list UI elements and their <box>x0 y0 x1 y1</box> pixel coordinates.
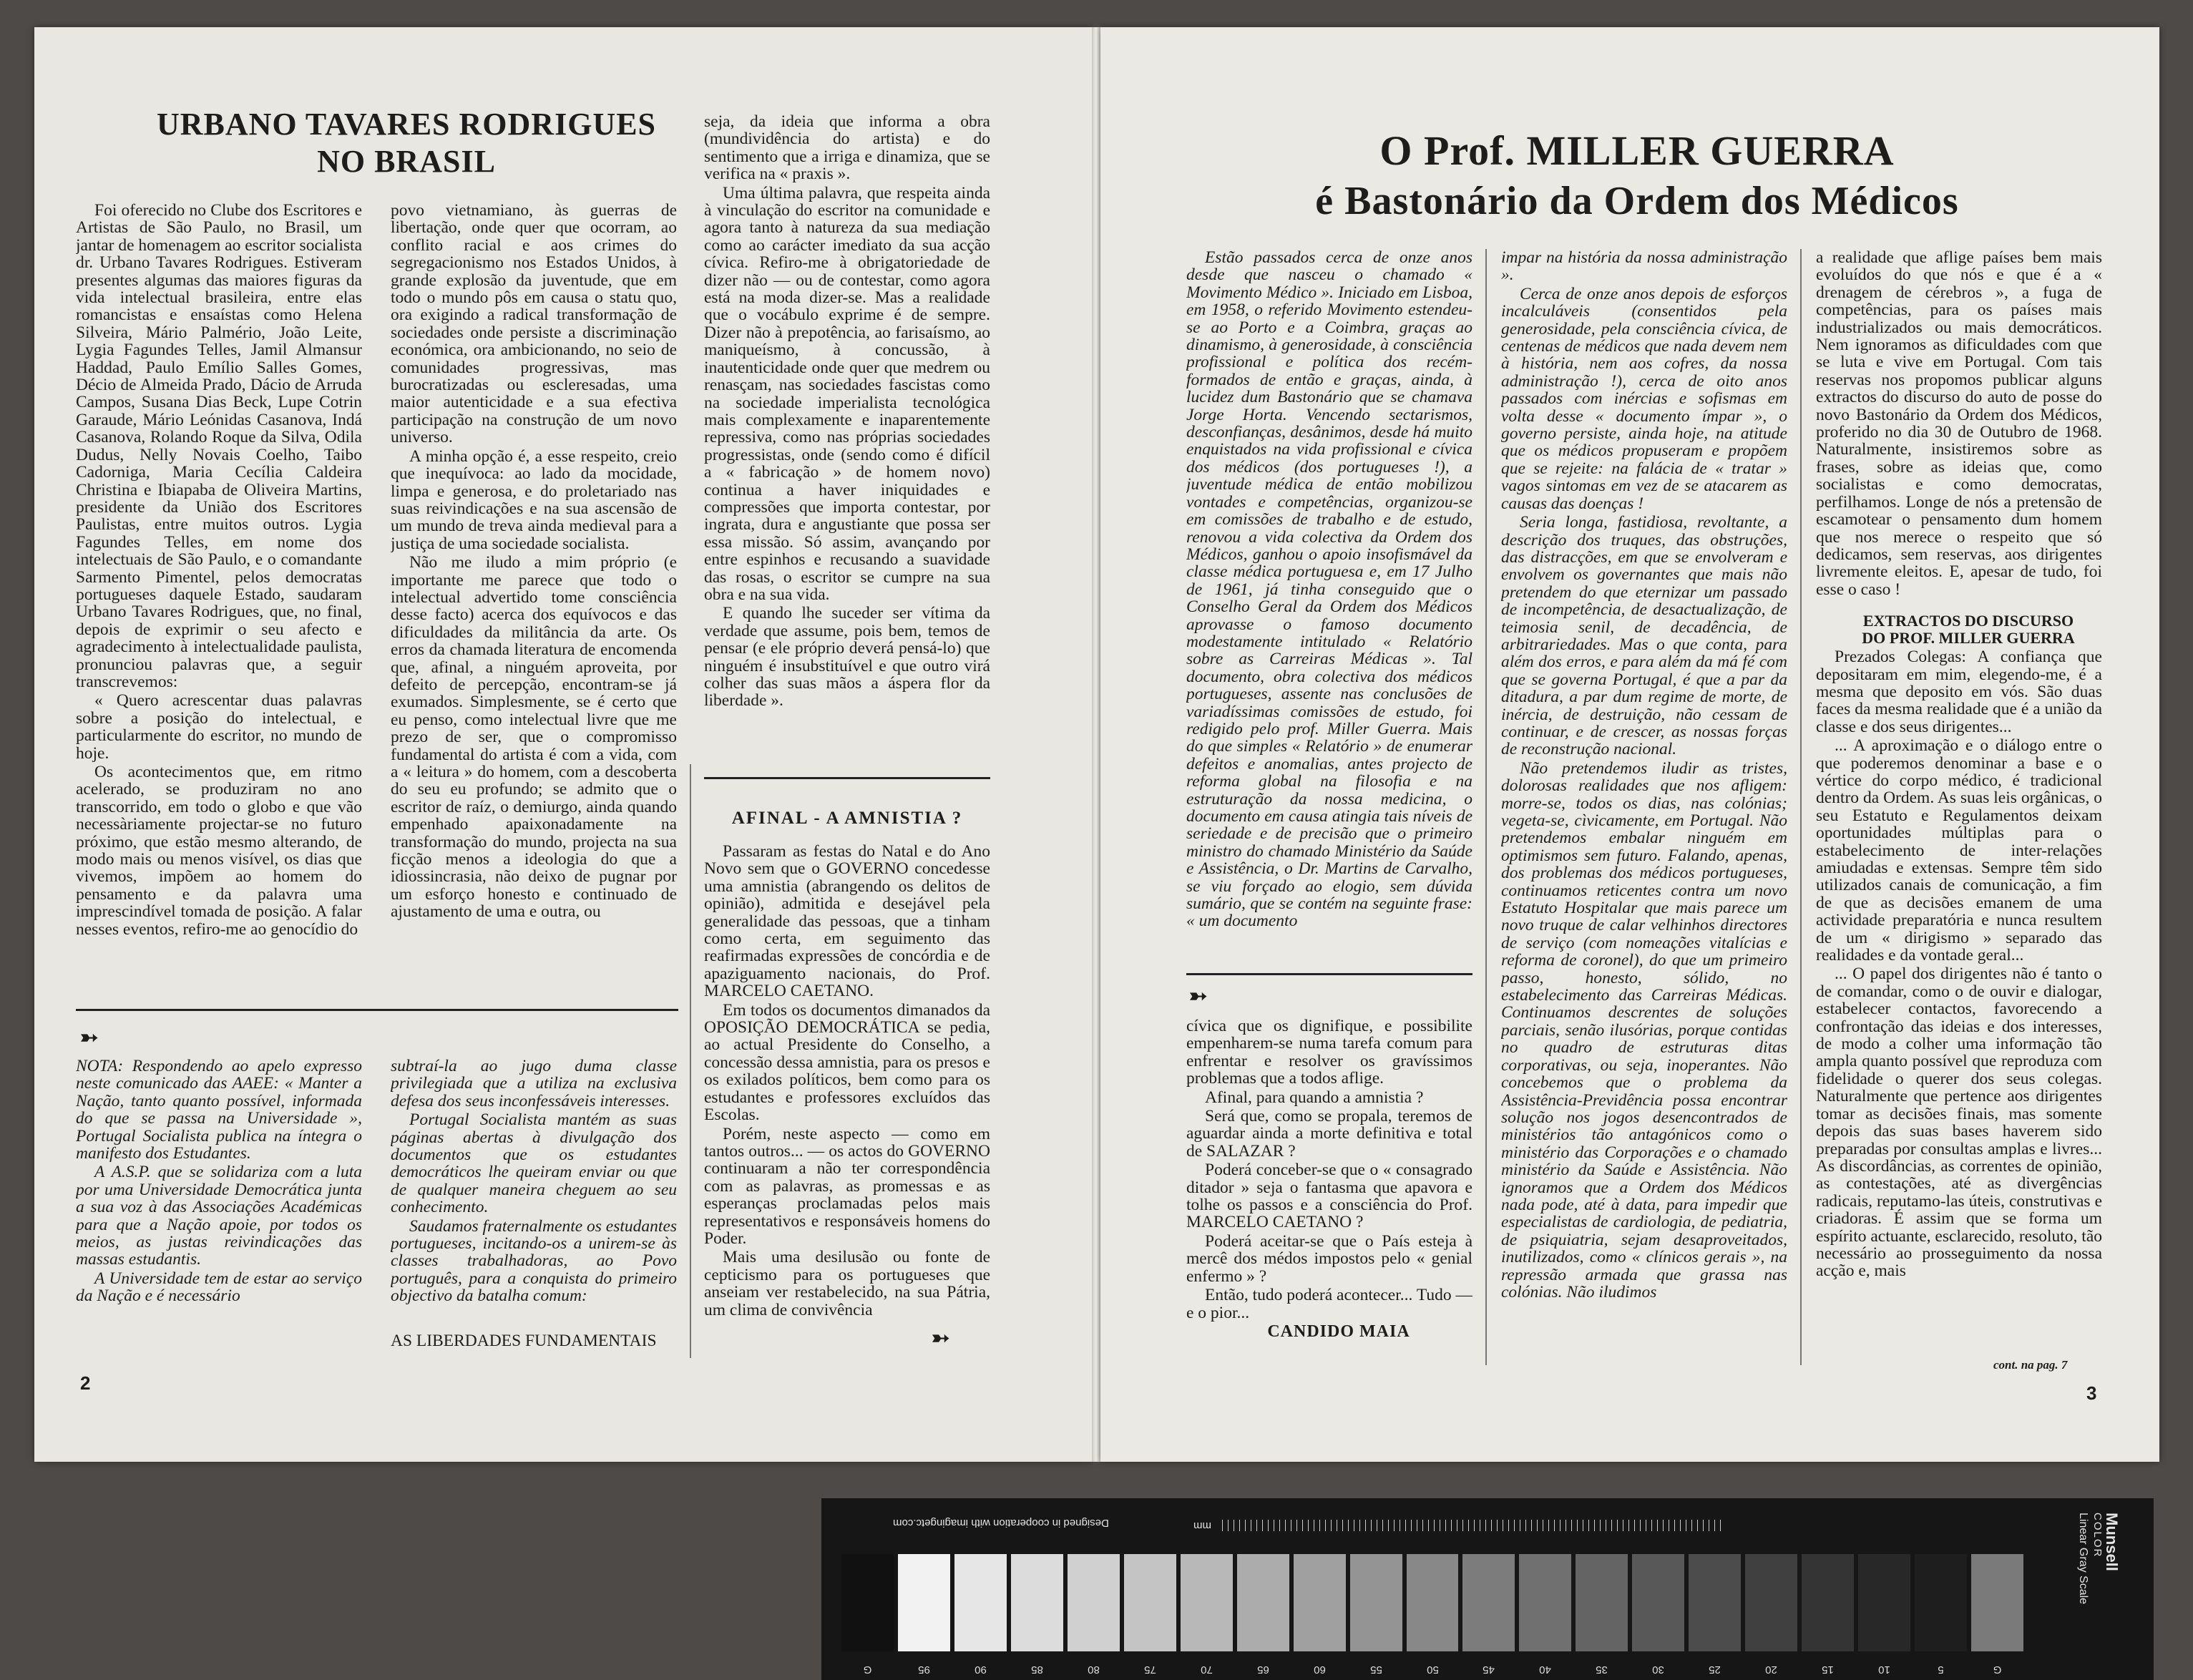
gray-patch-label: 25 <box>1709 1664 1721 1676</box>
paragraph: Mais uma desilusão ou fonte de cepticismo para os portugueses que anseiam ver restabelecido, na sua Pátria, um clima de convivência <box>704 1248 990 1319</box>
gray-patch <box>1407 1554 1459 1676</box>
gray-patch-label: 20 <box>1765 1664 1778 1676</box>
gray-patch-label: G <box>1993 1664 2002 1676</box>
gray-patch <box>1519 1554 1571 1676</box>
scale-credit: Designed in cooperation with imagingetc.com <box>893 1517 1109 1529</box>
nota-column-2 <box>391 1058 677 1329</box>
column-divider <box>1800 249 1802 1365</box>
urbano-column-2 <box>391 202 677 1007</box>
paragraph: Poderá aceitar-se que o País esteja à mercê dos médos impostos pelo « genial enfermo » ? <box>1186 1231 1472 1286</box>
paragraph: NOTA: Respondendo ao apelo expresso neste comunicado das AAEE: « Manter a Nação, tanto quanto possível, informada do que se passa na Universidade », Portugal Socialista publica na íntegra o manifesto dos Estudantes. <box>76 1058 362 1163</box>
spine <box>1092 27 1100 1462</box>
brand-sub: COLOR <box>2091 1513 2104 1558</box>
paragraph: A minha opção é, a esse respeito, creio que inequívoca: ao lado da mocidade, limpa e generosa, e do proletariado nas suas reivindicações e na sua ascensão de um mundo de treva ainda medieval para a justiça de uma sociedade socialista. <box>391 446 677 553</box>
continue-arrow-icon: ➳ <box>932 1327 950 1350</box>
gray-patch <box>1802 1554 1854 1676</box>
gray-patch-label: 15 <box>1822 1664 1835 1676</box>
title-line-1: O Prof. MILLER GUERRA <box>1379 127 1895 174</box>
gray-patch-label: 70 <box>1200 1664 1213 1676</box>
gray-patch-label: 35 <box>1596 1664 1608 1676</box>
scale-name: Linear Gray Scale <box>2077 1513 2089 1605</box>
gray-patch <box>1294 1554 1346 1676</box>
nota-rule <box>76 1009 678 1011</box>
gray-patch <box>1745 1554 1797 1676</box>
paragraph: Prezados Colegas: A confiança que depositaram em mim, elegendo-me, é a mesma que deposito em vós. São duas faces da mesma realidade que é a união da classe e dos seus dirigentes... <box>1816 648 2102 736</box>
gray-patch-label: 55 <box>1369 1664 1382 1676</box>
miller-column-2 <box>1501 249 1787 1365</box>
gray-patch <box>1462 1554 1515 1676</box>
column-divider <box>690 764 691 1358</box>
paragraph: E quando lhe suceder ser vítima da verdade que assume, pois bem, temos de pensar (e ele próprio deverá pensá-lo) que ninguém é insubstituível e que outro virá colher das suas mãos a áspera flor da liberdade ». <box>704 604 990 710</box>
urbano-column-1 <box>76 202 362 1007</box>
gray-patch <box>898 1554 950 1676</box>
gray-patch <box>1858 1554 1910 1676</box>
continued-note: cont. na pag. 7 <box>1993 1358 2068 1372</box>
gray-patch-label: 65 <box>1256 1664 1269 1676</box>
nota-column-1 <box>76 1058 362 1365</box>
gray-patch-label: 90 <box>975 1664 987 1676</box>
nota-arrow-icon: ➳ <box>80 1026 99 1050</box>
miller-column-1 <box>1186 249 1472 964</box>
paragraph: Os acontecimentos que, em ritmo acelerado, se produziram no ano transcorrido, em todo o globo e que vão necessàriamente projectar-se no futuro próximo, que estão mesmo alterando, de modo mais ou menos visível, os dias que vivemos, impõem ao homem do pensamento e da palavra uma imprescindível tomada de posição. A falar nesses eventos, refiro-me ao genocídio do <box>76 763 362 939</box>
gray-patch <box>1689 1554 1741 1676</box>
gray-patch-label: 85 <box>1031 1664 1043 1676</box>
column-divider <box>1485 249 1487 1365</box>
amnistia-column <box>704 843 990 1329</box>
gray-patch <box>1971 1554 2023 1676</box>
gray-patch-label: G <box>863 1664 872 1676</box>
paragraph: subtraí-la ao jugo duma classe privilegiada que a utiliza na exclusiva defesa dos seus inconfessáveis interesses. <box>391 1058 677 1110</box>
gray-patch <box>841 1554 894 1676</box>
left-article-title <box>113 106 700 180</box>
gray-patches <box>841 1554 2023 1676</box>
munsell-brand <box>2077 1513 2131 1656</box>
liberdades-fundamentais: AS LIBERDADES FUNDAMENTAIS <box>391 1332 657 1350</box>
paragraph: a realidade que aflige países bem mais evoluídos do que nós e que é a « drenagem de cérebros », a fuga de competências, para os países mais industrializados ou mais democráticos. Nem ignoramos as dificuldades com que se luta e vive em Portugal. Com tais reservas nos propomos publicar alguns extractos do discurso do auto de posse do novo Bastonário da Ordem dos Médicos, proferido no dia 30 de Outubro de 1968. Naturalmente, insistiremos sobre as frases, sobre as ideias que, como socialistas e como democratas, perfilhamos. Longe de nós a pretensão de escamotear o pensamento dum homem que nos merece o respeito que só dedicamos, sem reservas, aos dirigentes livremente eleitos. E, apesar de tudo, foi esse o caso ! <box>1816 249 2102 599</box>
right-article-title <box>1158 126 2116 226</box>
right-page <box>1100 27 2159 1462</box>
left-page <box>34 27 1092 1462</box>
gray-patch <box>1068 1554 1120 1676</box>
title-line-1: URBANO TAVARES RODRIGUES <box>156 107 657 142</box>
paragraph: Em todos os documentos dimanados da OPOSIÇÃO DEMOCRÁTICA se pedia, ao actual Presidente do Conselho, a concessão dessa amnistia, para os presos e os exilados políticos, bem como para os estudantes e professores excluídos das Escolas. <box>704 1000 990 1125</box>
gray-patch <box>1350 1554 1402 1676</box>
paragraph: Uma última palavra, que respeita ainda à vinculação do escritor na comunidade e agora tanto à natureza da sua mediação como ao carácter imediato da sua acção cívica. Refiro-me à obrigatoriedade de dizer não — ou de contestar, como agora está na moda dizer-se. Mas a realidade que o vocábulo exprime é de sempre. Dizer não à prepotência, ao farisaísmo, ao maniqueísmo, à concussão, à inautenticidade onde quer que medrem ou renasçam, nas sociedades fascistas como na sociedade imperialista tecnológica mais complexamente e inaparentemente repressiva, como nas próprias sociedades progressistas, onde (sendo como é difícil a « fabricação » de homem novo) continua a haver iniquidades e compressões que importa contestar, por ingrata, dura e angustiante que possa ser essa missão. Só assim, avançando por entre espinhos e recusando a suavidade das rosas, o escritor se cumpre na sua obra e na sua vida. <box>704 183 990 604</box>
author-signature: CANDIDO MAIA <box>1267 1322 1410 1341</box>
gray-patch <box>1237 1554 1289 1676</box>
paragraph: A A.S.P. que se solidariza com a luta por uma Universidade Democrática junta a sua voz à das Associações Académicas para que a Nação apoie, por todos os meios, as justas reivindicações das massas estudantis. <box>76 1163 362 1269</box>
gray-patch-label: 95 <box>918 1664 930 1676</box>
title-line-2: NO BRASIL <box>317 144 496 179</box>
paragraph: cívica que os dignifique, e possibilite empenharem-se numa tarefa comum para enfrentar e resolver os gravíssimos problemas que a todos aflige. <box>1186 1017 1472 1088</box>
paragraph: « Quero acrescentar duas palavras sobre a posição do intelectual, e particularmente do escritor, no mundo de hoje. <box>76 691 362 763</box>
gray-patch <box>1181 1554 1233 1676</box>
paragraph: Não me iludo a mim próprio (e importante me parece que todo o intelectual advertido tome consciência desse facto) acerca dos equívocos e das dificuldades da militância da arte. Os erros da chamada literatura de encomenda que, afinal, a ninguém aproveita, por defeito de percepção, encontram-se já exumados. Simplesmente, se é certo que eu penso, como intelectual livre que me prezo de ser, que o compromisso fundamental do artista é com a vida, com a « leitura » do homem, com a descoberta do seu eu profundo; se admito que o escritor de raíz, o demiurgo, ainda quando empenhado apaixonadamente na transformação do mundo, projecta na sua ficção menos a ideologia do que a idiossincrasia, não deixo de pugnar por um esforço honesto e continuado de ajustamento de uma e outra, ou <box>391 553 677 922</box>
gray-patch-label: 60 <box>1313 1664 1326 1676</box>
gray-patch-label: 30 <box>1652 1664 1665 1676</box>
paragraph: Porém, neste aspecto — como em tantos outros... — os actos do GOVERNO continuaram a não ter correspondência com as palavras, as promessas e as esperanças proclamadas pelos mais representativos e responsáveis homens do Poder. <box>704 1124 990 1248</box>
paragraph: Portugal Socialista mantém as suas páginas abertas à divulgação dos documentos que os estudantes democráticos lhe queiram enviar ou que de qualquer maneira cheguem ao seu conhecimento. <box>391 1110 677 1217</box>
cont-arrow-icon: ➳ <box>1189 985 1208 1008</box>
paragraph: A Universidade tem de estar ao serviço da Nação e é necessário <box>76 1269 362 1306</box>
miller-column-3 <box>1816 249 2102 1365</box>
paragraph: Saudamos fraternalmente os estudantes portugueses, incitando-os a unirem-se às classes trabalhadoras, ao Povo português, para a conquista do primeiro objectivo da batalha comum: <box>391 1216 677 1306</box>
gray-patch <box>1576 1554 1628 1676</box>
scale-unit: mm <box>1193 1520 1211 1532</box>
gray-scale-card <box>821 1498 2154 1680</box>
scale-ruler <box>1222 1520 1723 1531</box>
paragraph: Então, tudo poderá acontecer... Tudo — e o pior... <box>1186 1286 1472 1322</box>
gray-patch-label: 40 <box>1539 1664 1552 1676</box>
paragraph: Cerca de onze anos depois de esforços incalculáveis (consentidos pela generosidade, pela consciência cívica, de centenas de médicos que nada devem nem à história, nem aos cofres, da nossa administração !), cerca de oito anos passados com inércias e sofismas em volta desse « documento ímpar », o governo persiste, ainda hoje, na atitude que os médicos propuseram e propõem que se rejeite: na falácia de « tratar » vagos sintomas em vez de se atacarem as causas das doenças ! <box>1501 284 1787 513</box>
gray-patch-label: 10 <box>1878 1664 1890 1676</box>
amnistia-rule <box>704 777 990 779</box>
paragraph: Não pretendemos iludir as tristes, dolorosas realidades que nos afligem: morre-se, todos os dias, nas colónias; vegeta-se, cìvicamente, em Portugal. Não pretendemos embalar ninguém em optimismos sem futuro. Falando, apenas, dos problemas dos médicos portugueses, continuamos reticentes contra um novo Estatuto Hospitalar que mais parece um novo truque de calar velhinhos directores de serviço (com nomeações vitalícias e reforma de coronel), do que um primeiro passo, honesto, sólido, no estabelecimento das Carreiras Médicas. Continuamos descrentes de soluções parciais, senão ilusórias, porque contidas no quadro de estruturas ditas corporativas, ou seja, inoperantes. Não concebemos que o problema da Assistência-Previdência possa encontrar solução nos jogos desencontrados de ministérios tão antagónicos como o ministério das Corporações e o chamado ministério da Saúde e Assistência. Não ignoramos que a Ordem dos Médicos nada pode, até à data, para impedir que especialistas de cardiologia, de pediatria, de psiquiatria, sejam desaproveitados, inutilizados, como « clínicos gerais », na repressão armada que grassa nas colónias. Não iludimos <box>1501 758 1787 1301</box>
extract-heading-2: DO PROF. MILLER GUERRA <box>1862 629 2075 648</box>
gray-patch <box>1632 1554 1684 1676</box>
amnistia-cont-rule <box>1186 973 1472 975</box>
gray-patch <box>954 1554 1007 1676</box>
gray-patch-label: 75 <box>1143 1664 1156 1676</box>
amnistia-continuation <box>1186 1017 1472 1364</box>
paragraph: ... O papel dos dirigentes não é tanto o de comandar, como o de ouvir e dialogar, estabelecer contactos, favorecendo a confrontação das ideias e dos interesses, de modo a colher uma informação tão ampla quanto possível que reproduza com fidelidade o querer dos seus colegas. Naturalmente que pertence aos dirigentes tomar as decisões finais, mas somente depois das suas bases haverem sido preparadas por consultas amplas e livres... As discordâncias, as correntes de opinião, as contestações, até as divergências radicais, reputamo-las úteis, construtivas e criadoras. É assim que se forma um espírito actuante, esclarecido, resoluto, tão necessário ao prosseguimento da nossa acção e, mais <box>1816 964 2102 1281</box>
paragraph: Foi oferecido no Clube dos Escritores e Artistas de São Paulo, no Brasil, um jantar de homenagem ao escritor socialista dr. Urbano Tavares Rodrigues. Estiveram presentes algumas das maiores figuras da vida intelectual brasileira, entre elas romancistas e ensaístas como Helena Silveira, Mário Palmério, João Leite, Lygia Fagundes Telles, Jamil Almansur Haddad, Paulo Emílio Salles Gomes, Décio de Almeida Prado, Dácio de Arruda Campos, Susana Dias Beck, Lupe Cotrin Garaude, Mário Leónidas Casanova, Indá Casanova, Rolando Roque da Silva, Odila Dudus, Nelly Novais Coelho, Taibo Cadorniga, Maria Cecília Caldeira Christina e Ibiapaba de Oliveira Martins, presidente da União dos Escritores Paulistas, entre muitos outros. Lygia Fagundes Telles, em nome dos intelectuais de São Paulo, e o comandante Sarmento Pimentel, pelos democratas portugueses daquele Estado, saudaram Urbano Tavares Rodrigues, que, no final, depois de exprimir o seu afecto e agradecimento à intelectualidade paulista, pronunciou palavras que, a seguir transcrevemos: <box>76 202 362 691</box>
gray-patch <box>1915 1554 1967 1676</box>
extract-heading-1: EXTRACTOS DO DISCURSO <box>1862 612 2074 630</box>
paragraph: povo vietnamiano, às guerras de libertação, onde quer que ocorram, ao conflito racial e aos crimes do segregacionismo nos Estados Unidos, à grande explosão da juventude, que em todo o mundo pôs em causa o statu quo, ora exigindo a radical transformação de sociedades onde persiste a discriminação económica, ora ambicionando, no seio de comunidades progressivas, mas burocratizadas ou escleresadas, uma maior autenticidade e a sua efectiva participação na construção de um novo universo. <box>391 202 677 447</box>
amnistia-heading: AFINAL - A AMNISTIA ? <box>731 809 963 828</box>
gray-patch <box>1011 1554 1063 1676</box>
paragraph: Estão passados cerca de onze anos desde que nasceu o chamado « Movimento Médico ». Iniciado em Lisboa, em 1958, o referido Movimento estendeu-se ao Porto e a Coimbra, graças ao dinamismo, à generosidade, à consciência profissional e política dos recém-formados de então e graças, ainda, à lucidez dum Bastonário que se chamava Jorge Horta. Vencendo sectarismos, desconfianças, desânimos, desde há muito enquistados na vida profissional e cívica dos médicos (dos portugueses !), a juventude médica de então mobilizou vontades e competências, organizou-se em comissões de trabalho e de estudo, renovou a vida colectiva da Ordem dos Médicos, ganhou o apoio insofismável da classe médica portuguesa e, em 17 Julho de 1961, já tinha conseguido que o Conselho Geral da Ordem dos Médicos aprovasse o famoso documento modestamente intitulado « Relatório sobre as Carreiras Médicas ». Tal documento, obra colectiva dos médicos portugueses, assente nas conclusões de variadíssimas comissões de estudo, foi redigido pelo prof. Miller Guerra. Mais do que simples « Relatório » de enumerar defeitos e anomalias, antes projecto de reforma global na filosofia e na estruturação da nossa medicina, o documento em causa atingia tais níveis de seriedade e de precisão que o primeiro ministro do chamado Ministério da Saúde e Assistência, o Dr. Martins de Carvalho, se viu forçado ao elogio, sem dúvida sumário, que se contém na seguinte frase: « um documento <box>1186 249 1472 931</box>
page-number-left: 2 <box>80 1372 91 1394</box>
urbano-column-3 <box>704 113 990 764</box>
paragraph: Afinal, para quando a amnistia ? <box>1205 1088 1424 1107</box>
gray-patch-label: 80 <box>1087 1664 1100 1676</box>
gray-patch-label: 50 <box>1426 1664 1439 1676</box>
gray-patch-label: 45 <box>1483 1664 1495 1676</box>
gray-patch-label: 5 <box>1938 1664 1944 1676</box>
paragraph: seja, da ideia que informa a obra (mundividência do artista) e do sentimento que a irriga e dinamiza, que se verifica na « praxis ». <box>704 113 990 184</box>
paragraph: Seria longa, fastidiosa, revoltante, a descrição dos truques, das obstruções, das distracções, em que se envolveram e envolvem os governantes que mais não pretendem do que eternizar um passado de incompetência, de desactualização, de teimosia senil, de decadência, de arbitrariedades. Mas o que conta, para além dos erros, e para além da má fé com que se governa Portugal, é que a par da ditadura, a par dum regime de morte, de inércia, de destruição, não cessam de continuar, e de crescer, as nossas forças de reconstrução nacional. <box>1501 513 1787 759</box>
paragraph: ... A aproximação e o diálogo entre o que poderemos denominar a base e o vértice do corpo médico, é tradicional dentro da Ordem. As suas leis orgânicas, o seu Estatuto e Regulamentos deixam oportunidades múltiplas para o estabelecimento de inter-relações amiudadas e extensas. Sempre têm sido utilizados canais de comunicação, a fim de que as decisões emanem de uma actividade preparatória e nunca resultem de um « dirigismo » separado das realidades e da vontade geral... <box>1816 736 2102 965</box>
paragraph: Poderá conceber-se que o « consagrado ditador » seja o fantasma que apavora e tolhe os passos e a consciência do Prof. MARCELO CAETANO ? <box>1186 1161 1472 1232</box>
gray-patch <box>1124 1554 1176 1676</box>
paragraph: Passaram as festas do Natal e do Ano Novo sem que o GOVERNO concedesse uma amnistia (abrangendo os delitos de opinião), admitida e desejável pela generalidade das pessoas, que a tinham como certa, em seguimento das reafirmadas expressões de concórdia e de apaziguamento nacionais, do Prof. MARCELO CAETANO. <box>704 843 990 1001</box>
paragraph: Será que, como se propala, teremos de aguardar ainda a morte definitiva e total de SALAZAR ? <box>1186 1107 1472 1161</box>
page-number-right: 3 <box>2086 1382 2097 1404</box>
brand-name: Munsell <box>2103 1513 2121 1571</box>
paragraph: impar na história da nossa administração ». <box>1501 249 1787 285</box>
title-line-2: é Bastonário da Ordem dos Médicos <box>1315 179 1959 223</box>
